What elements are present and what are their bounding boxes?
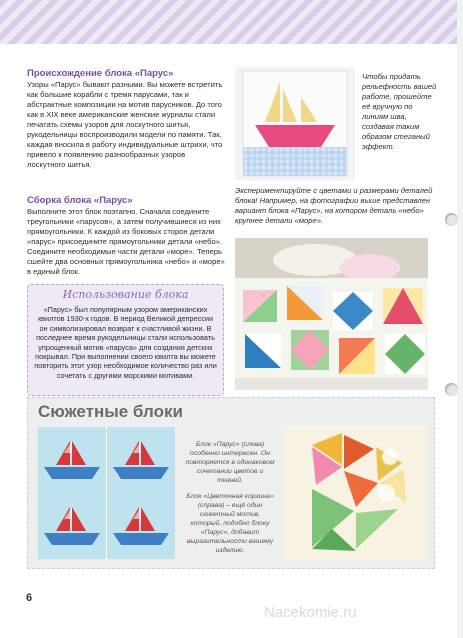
- page-number: 6: [26, 592, 33, 604]
- basket-block-caption: Блок «Цветочная корзина» (справа) – ещё один сюжетный мотив, который, подобно блоку «Парус», добавит выразительности вашему изделию.: [186, 493, 274, 554]
- watermark: Nacekomie.ru: [264, 604, 357, 621]
- binder-hole-icon: [445, 213, 458, 226]
- binder-hole-icon: [445, 383, 458, 396]
- relief-note: Чтобы придать рельефность вашей работе, прошейте её вручную по линиям шва, создавая таким образом стеганый эффект.: [362, 72, 437, 151]
- header-decorative-band: [0, 0, 463, 44]
- usage-title: Использование блока: [62, 288, 189, 301]
- page-edge: [457, 0, 463, 638]
- sailboat-block-photo: [235, 67, 355, 180]
- story-blocks-title: Сюжетные блоки: [38, 402, 183, 421]
- assembly-text: Выполните этот блок поэтапно. Сначала соедините треугольники «парусов», а затем получившиеся из них прямоугольники. К каждой из боковых сторон детали «парус» присоедините прямоугольники детали «небо». Соедините необходимые части детали «море». Теперь сшейте два основных прямоугольника «небо» и «море» в единый блок.: [27, 207, 225, 276]
- sail-block-caption: Блок «Парус» (слева) особенно интересен. Он повторяется в одинаковом сочетании цветов и тканей.: [185, 441, 275, 484]
- experiment-note: Экспериментируйте с цветами и размерами деталей блока! Например, на фотографии выше представлен вариант блока «Парус», на котором деталь «небо» крупнее детали «море».: [235, 186, 433, 225]
- section-title-origin: Происхождение блока «Парус»: [27, 68, 174, 79]
- header-divider: [0, 44, 463, 50]
- usage-info-box: [27, 284, 224, 396]
- quilt-bed-photo: [235, 238, 428, 390]
- flower-basket-block-photo: [282, 425, 427, 560]
- sailboat-quilt-grid: [38, 427, 175, 559]
- section-title-assembly: Сборка блока «Парус»: [27, 195, 133, 206]
- origin-text: Узоры «Парус» бывают разными. Вы можете встретить как большие корабли с тремя парусами, так и абстрактные композиции на мотив парусников. До того как в XIX веке американские женские журналы стали печатать схемы узоров для лоскутного шитья, рукодельницы воспроизводили модели по памяти. Так, каждая вносила в работу индивидуальные штрихи, что привело к появлению разнообразных узоров лоскутного шитья.: [27, 80, 223, 169]
- usage-text: «Парус» был популярным узором американских квилтов 1930-х годов. В период Великой депрессии он символизировал возврат к счастливой жизни. В последнее время рукодельницы стали использовать упрощенный мотив «паруса» для создания детских покрывал. При выполнении своего квилта вы можете повторить этот узор необходимое количество раз или сочетать с другими морскими мотивами.: [34, 305, 217, 380]
